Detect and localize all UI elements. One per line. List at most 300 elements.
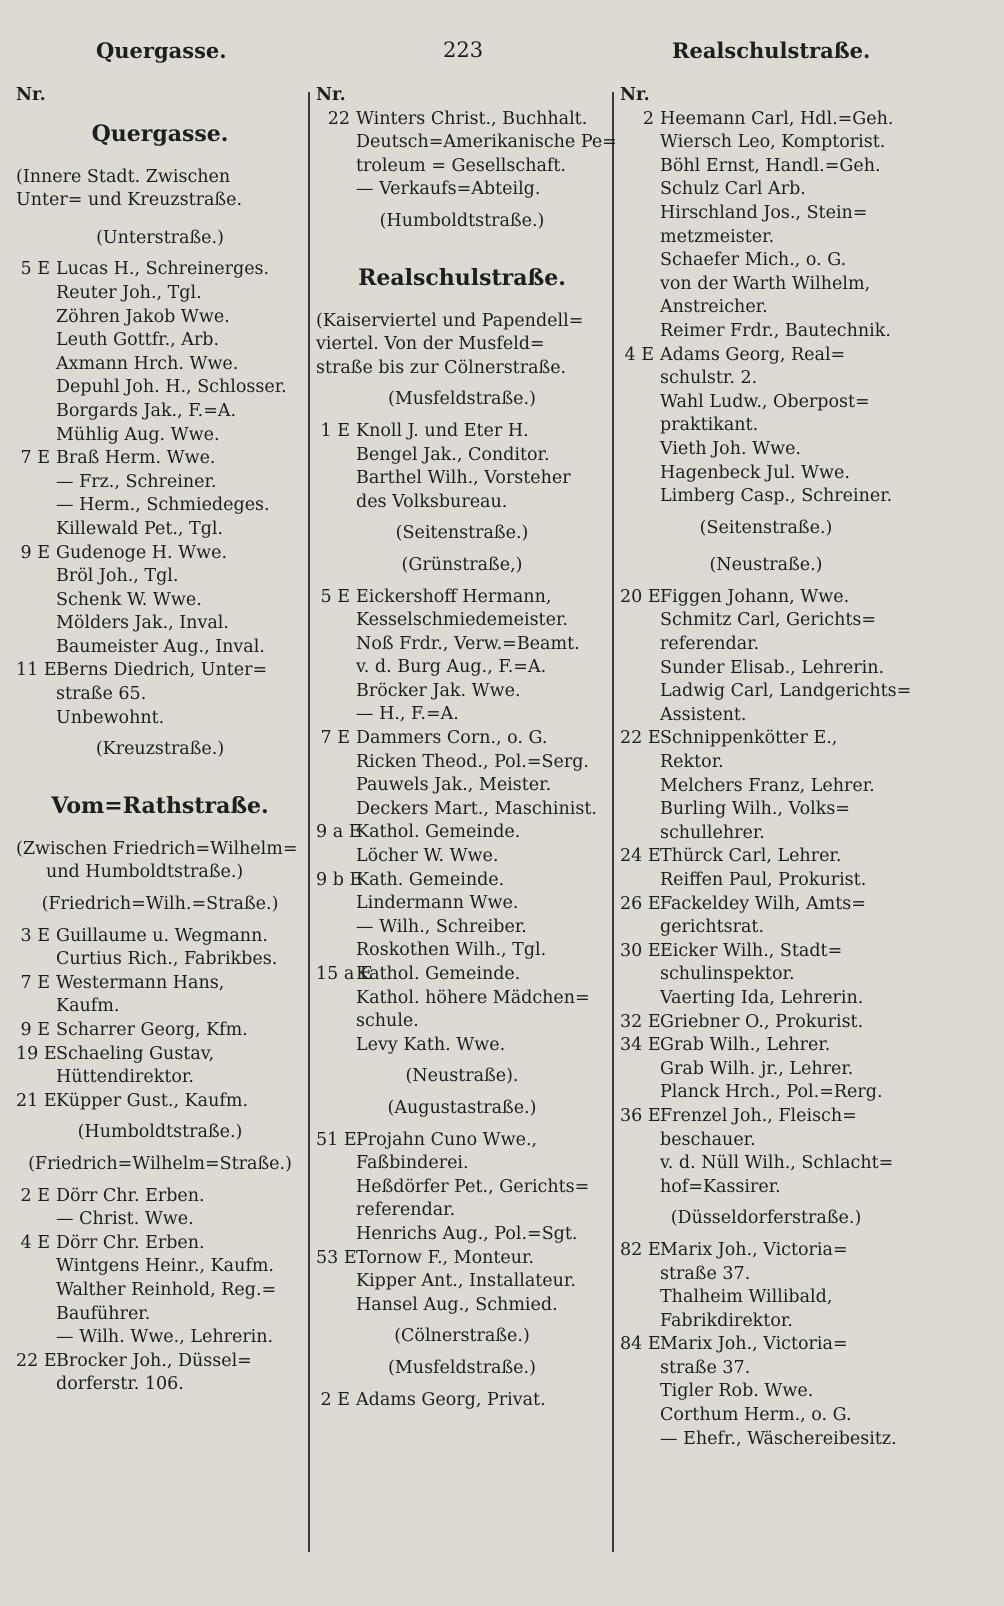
- entry-text: Ricken Theod., Pol.=Serg.: [356, 751, 589, 772]
- entry-text: Bengel Jak., Conditor.: [356, 444, 550, 465]
- directory-entry: [16, 707, 304, 731]
- entry-text: Reimer Frdr., Bautechnik.: [660, 320, 891, 341]
- directory-entry: [620, 633, 912, 657]
- directory-entry: [620, 1333, 912, 1357]
- directory-entry: [620, 155, 912, 179]
- street-description: (Innere Stadt. Zwischen: [16, 166, 231, 187]
- directory-entry: [620, 1058, 912, 1082]
- directory-entry: [16, 565, 304, 589]
- directory-entry: [316, 1389, 608, 1413]
- entry-text: Kipper Ant., Installateur.: [356, 1271, 576, 1292]
- cross-street: (Friedrich=Wilhelm=Straße.): [28, 1153, 292, 1174]
- entry-text: Fackeldey Wilh, Amts=: [660, 893, 866, 914]
- entry-text: — Ehefr., Wäschereibesitz.: [660, 1428, 897, 1449]
- cross-street: (Augustastraße.): [387, 1097, 537, 1118]
- entry-text: schulinspektor.: [660, 964, 795, 985]
- directory-entry: [16, 995, 304, 1019]
- entry-text: Roskothen Wilh., Tgl.: [356, 940, 547, 961]
- directory-entry: [16, 589, 304, 613]
- entry-text: Schulz Carl Arb.: [660, 179, 806, 200]
- directory-entry: [620, 893, 912, 917]
- directory-entry: [16, 1019, 304, 1043]
- directory-entry: [316, 491, 608, 515]
- house-number: 4 E: [20, 1232, 50, 1253]
- entry-text: hof=Kassirer.: [660, 1176, 781, 1197]
- entry-text: schullehrer.: [660, 822, 765, 843]
- entry-text: Dörr Chr. Erben.: [56, 1185, 205, 1206]
- entry-text: Fabrikdirektor.: [660, 1310, 793, 1331]
- directory-entry: [620, 1428, 912, 1452]
- entry-text: — Verkaufs=Abteilg.: [356, 179, 541, 200]
- entry-text: Hirschland Jos., Stein=: [660, 202, 868, 223]
- entry-text: Axmann Hrch. Wwe.: [56, 353, 239, 374]
- entry-text: Kathol. Gemeinde.: [356, 822, 521, 843]
- cross-street: (Seitenstraße.): [699, 517, 833, 538]
- directory-entry: [620, 1380, 912, 1404]
- entry-text: Schmitz Carl, Gerichts=: [660, 610, 877, 631]
- entry-text: Bröcker Jak. Wwe.: [356, 680, 521, 701]
- directory-entry: [620, 1129, 912, 1153]
- entry-text: Bröl Joh., Tgl.: [56, 566, 179, 587]
- directory-entry: [16, 1279, 304, 1303]
- entry-text: Grab Wilh., Lehrer.: [660, 1035, 831, 1056]
- directory-entry: [620, 1152, 912, 1176]
- column-2: [316, 84, 617, 1412]
- directory-entry: [16, 542, 304, 566]
- directory-entry: [316, 131, 617, 155]
- directory-entry: [620, 586, 912, 610]
- nr-heading: Nr.: [16, 85, 46, 105]
- entry-text: Lindermann Wwe.: [356, 893, 519, 914]
- entry-text: Vieth Joh. Wwe.: [660, 438, 801, 459]
- entry-text: Kaufm.: [56, 996, 120, 1017]
- directory-entry: [16, 1232, 304, 1256]
- entry-text: Bauführer.: [56, 1303, 151, 1324]
- entry-text: Dörr Chr. Erben.: [56, 1232, 205, 1253]
- directory-entry: [16, 1350, 304, 1374]
- directory-entry: [316, 821, 608, 845]
- directory-entry: [16, 925, 304, 949]
- entry-text: Faßbinderei.: [356, 1153, 469, 1174]
- entry-text: Curtius Rich., Fabrikbes.: [56, 949, 278, 970]
- entry-text: Planck Hrch., Pol.=Rerg.: [660, 1082, 883, 1103]
- entry-text: Kathol. höhere Mädchen=: [356, 987, 590, 1008]
- directory-entry: [316, 963, 608, 987]
- entry-text: schule.: [356, 1011, 419, 1032]
- directory-entry: [16, 400, 304, 424]
- entry-text: Ladwig Carl, Landgerichts=: [660, 681, 912, 702]
- house-number: 5 E: [20, 259, 50, 280]
- directory-entry: [620, 344, 912, 368]
- entry-text: Levy Kath. Wwe.: [356, 1034, 506, 1055]
- entry-text: Schnippenkötter E.,: [660, 728, 838, 749]
- directory-entry: [620, 657, 912, 681]
- house-number: 24 E: [620, 846, 661, 867]
- house-number: 2 E: [20, 1185, 50, 1206]
- directory-entry: [620, 1011, 912, 1035]
- entry-text: — Christ. Wwe.: [56, 1209, 194, 1230]
- entry-text: Heßdörfer Pet., Gerichts=: [356, 1176, 590, 1197]
- directory-entry: [316, 798, 608, 822]
- directory-entry: [16, 1255, 304, 1279]
- entry-text: Mölders Jak., Inval.: [56, 613, 229, 634]
- house-number: 9 b E: [316, 869, 363, 890]
- entry-text: v. d. Nüll Wilh., Schlacht=: [660, 1153, 894, 1174]
- entry-text: straße 65.: [56, 684, 147, 705]
- entry-text: Wiersch Leo, Komptorist.: [660, 132, 886, 153]
- entry-text: Eickershoff Hermann,: [356, 586, 552, 607]
- entry-text: Tigler Rob. Wwe.: [660, 1381, 814, 1402]
- directory-entry: [620, 1176, 912, 1200]
- entry-text: Westermann Hans,: [56, 972, 225, 993]
- directory-entry: [620, 1239, 912, 1263]
- entry-text: Scharrer Georg, Kfm.: [56, 1020, 248, 1040]
- entry-text: straße 37.: [660, 1357, 751, 1378]
- entry-text: Pauwels Jak., Meister.: [356, 775, 552, 796]
- entry-text: Zöhren Jakob Wwe.: [56, 306, 230, 327]
- entry-text: Tornow F., Monteur.: [356, 1247, 535, 1268]
- entry-text: Corthum Herm., o. G.: [660, 1405, 852, 1426]
- column-rule-1: [308, 92, 310, 1552]
- street-description: Unter= und Kreuzstraße.: [16, 190, 243, 211]
- directory-entry: [16, 1326, 304, 1350]
- directory-entry: [316, 609, 608, 633]
- directory-entry: [16, 972, 304, 996]
- nr-heading: Nr.: [620, 85, 650, 105]
- directory-entry: [620, 704, 912, 728]
- entry-text: Wahl Ludw., Oberpost=: [660, 391, 870, 412]
- cross-street: (Musfeldstraße.): [388, 1357, 536, 1378]
- entry-text: Guillaume u. Wegmann.: [56, 925, 268, 946]
- column-rule-2: [612, 92, 614, 1552]
- entry-text: straße 37.: [660, 1263, 751, 1284]
- house-number: 22 E: [620, 728, 661, 749]
- entry-text: Dammers Corn., o. G.: [356, 728, 548, 749]
- directory-entry: [316, 703, 608, 727]
- directory-entry: [316, 633, 608, 657]
- directory-entry: [316, 916, 608, 940]
- entry-text: Schaefer Mich., o. G.: [660, 250, 847, 271]
- cross-street: (Musfeldstraße.): [388, 389, 536, 410]
- entry-text: Wintgens Heinr., Kaufm.: [56, 1256, 274, 1277]
- directory-entry: [620, 367, 912, 391]
- directory-entry: [16, 683, 304, 707]
- directory-entry: [316, 680, 608, 704]
- entry-text: Henrichs Aug., Pol.=Sgt.: [356, 1223, 578, 1244]
- directory-entry: [620, 414, 912, 438]
- entry-text: Leuth Gottfr., Arb.: [56, 330, 220, 351]
- entry-text: — H., F.=A.: [356, 704, 459, 725]
- directory-entry: [316, 444, 608, 468]
- house-number: 3 E: [20, 925, 50, 946]
- directory-entry: [316, 1010, 608, 1034]
- page-header: [0, 38, 1004, 78]
- directory-entry: [316, 1034, 608, 1058]
- directory-entry: [316, 467, 608, 491]
- entry-text: gerichtsrat.: [660, 917, 765, 938]
- entry-text: Adams Georg, Real=: [660, 344, 846, 365]
- entry-text: Schaeling Gustav,: [56, 1043, 215, 1064]
- street-title-quergasse: Quergasse.: [91, 120, 229, 147]
- cross-street: (Neustraße).: [405, 1066, 519, 1087]
- entry-text: referendar.: [356, 1200, 456, 1221]
- directory-entry: [316, 1152, 608, 1176]
- street-title-realschulstrasse: Realschulstraße.: [358, 264, 566, 291]
- directory-entry: [620, 940, 912, 964]
- directory-entry: [316, 155, 608, 179]
- directory-entry: [16, 329, 304, 353]
- entry-text: Baumeister Aug., Inval.: [56, 636, 265, 657]
- directory-entry: [620, 273, 912, 297]
- house-number: 21 E: [16, 1090, 57, 1111]
- directory-entry: [316, 1223, 608, 1247]
- house-number: 34 E: [620, 1035, 661, 1056]
- entry-text: Gudenoge H. Wwe.: [56, 542, 228, 563]
- house-number: 4 E: [624, 344, 654, 365]
- header-left-street: Quergasse.: [96, 38, 227, 63]
- entry-text: Vaerting Ida, Lehrerin.: [660, 987, 864, 1008]
- directory-entry: [316, 420, 608, 444]
- cross-street: (Friedrich=Wilh.=Straße.): [41, 894, 279, 915]
- entry-text: Thalheim Willibald,: [660, 1287, 833, 1308]
- directory-entry: [16, 494, 304, 518]
- column-1: [16, 84, 304, 1397]
- house-number: 53 E: [316, 1247, 357, 1268]
- entry-text: Unbewohnt.: [56, 707, 165, 728]
- entry-text: Depuhl Joh. H., Schlosser.: [56, 377, 287, 398]
- entry-text: schulstr. 2.: [660, 368, 758, 389]
- entry-text: Mühlig Aug. Wwe.: [56, 424, 220, 445]
- directory-entry: [620, 822, 912, 846]
- cross-street: (Kreuzstraße.): [95, 739, 225, 760]
- entry-text: Hüttendirektor.: [56, 1067, 194, 1088]
- directory-entry: [620, 798, 912, 822]
- directory-entry: [16, 659, 304, 683]
- cross-street: (Seitenstraße.): [395, 523, 529, 544]
- directory-entry: [620, 775, 912, 799]
- entry-text: Marix Joh., Victoria=: [660, 1239, 848, 1260]
- street-description: (Kaiserviertel und Papendell=: [316, 310, 584, 331]
- entry-text: Berns Diedrich, Unter=: [56, 660, 268, 681]
- street-description: viertel. Von der Musfeld=: [316, 334, 545, 355]
- header-right-street: Realschulstraße.: [672, 38, 871, 63]
- directory-entry: [16, 471, 304, 495]
- directory-entry: [16, 1043, 304, 1067]
- directory-entry: [316, 1129, 608, 1153]
- directory-entry: [620, 320, 912, 344]
- street-description: und Humboldtstraße.): [46, 862, 244, 883]
- house-number: 5 E: [320, 586, 350, 607]
- house-number: 36 E: [620, 1105, 661, 1126]
- entry-text: Grab Wilh. jr., Lehrer.: [660, 1058, 854, 1079]
- entry-text: Heemann Carl, Hdl.=Geh.: [660, 108, 894, 129]
- directory-entry: [316, 1176, 608, 1200]
- entry-text: — Wilh., Schreiber.: [356, 916, 527, 937]
- entry-text: Kesselschmiedemeister.: [356, 610, 568, 631]
- cross-street: (Düsseldorferstraße.): [670, 1208, 862, 1229]
- directory-entry: [620, 438, 912, 462]
- house-number: 7 E: [20, 972, 50, 993]
- directory-entry: [316, 108, 608, 132]
- street-description: straße bis zur Cölnerstraße.: [316, 357, 567, 378]
- directory-entry: [620, 202, 912, 226]
- cross-street: (Grünstraße,): [401, 554, 523, 575]
- directory-entry: [316, 751, 608, 775]
- entry-text: Löcher W. Wwe.: [356, 846, 499, 867]
- directory-entry: [316, 178, 608, 202]
- entry-text: — Wilh. Wwe., Lehrerin.: [56, 1327, 274, 1348]
- house-number: 19 E: [16, 1043, 57, 1064]
- cross-street: (Humboldtstraße.): [379, 210, 545, 231]
- directory-entry: [316, 1270, 608, 1294]
- directory-entry: [620, 1404, 912, 1428]
- directory-entry: [316, 845, 608, 869]
- cross-street: (Humboldtstraße.): [77, 1122, 243, 1143]
- entry-text: Böhl Ernst, Handl.=Geh.: [660, 155, 881, 176]
- house-number: 30 E: [620, 940, 661, 961]
- directory-entry: [16, 282, 304, 306]
- directory-entry: [620, 869, 912, 893]
- directory-entry: [620, 1105, 912, 1129]
- house-number: 84 E: [620, 1334, 661, 1355]
- house-number: 9 E: [20, 1020, 50, 1040]
- street-title-vom-rathstrasse: Vom=Rathstraße.: [51, 792, 269, 819]
- directory-entry: [316, 1247, 608, 1271]
- entry-text: Burling Wilh., Volks=: [660, 799, 850, 820]
- directory-entry: [16, 424, 304, 448]
- entry-text: Schenk W. Wwe.: [56, 589, 202, 610]
- entry-text: referendar.: [660, 634, 760, 655]
- directory-entry: [16, 636, 304, 660]
- house-number: 2 E: [320, 1389, 350, 1410]
- entry-text: Hansel Aug., Schmied.: [356, 1294, 558, 1315]
- house-number: 82 E: [620, 1239, 661, 1260]
- directory-entry: [620, 916, 912, 940]
- directory-entry: [620, 485, 912, 509]
- directory-entry: [620, 462, 912, 486]
- entry-text: Eicker Wilh., Stadt=: [660, 940, 843, 961]
- house-number: 32 E: [620, 1011, 661, 1032]
- entry-text: Knoll J. und Eter H.: [356, 420, 529, 441]
- entry-text: Deckers Mart., Maschinist.: [356, 798, 597, 819]
- directory-entry: [620, 1286, 912, 1310]
- entry-text: Killewald Pet., Tgl.: [56, 518, 224, 539]
- page-number: 223: [443, 38, 484, 62]
- directory-entry: [620, 845, 912, 869]
- directory-entry: [316, 656, 608, 680]
- directory-entry: [16, 306, 304, 330]
- directory-entry: [620, 131, 912, 155]
- directory-entry: [620, 249, 912, 273]
- house-number: 9 a E: [316, 822, 362, 843]
- entry-text: Brocker Joh., Düssel=: [56, 1350, 252, 1371]
- house-number: 22 E: [16, 1350, 57, 1371]
- house-number: 15 a E: [316, 964, 373, 984]
- directory-entry: [316, 1199, 608, 1223]
- directory-entry: [16, 1303, 304, 1327]
- directory-entry: [620, 727, 912, 751]
- entry-text: Reiffen Paul, Prokurist.: [660, 870, 867, 890]
- entry-text: Hagenbeck Jul. Wwe.: [660, 462, 850, 483]
- directory-entry: [16, 1373, 304, 1397]
- entry-text: Kathol. Gemeinde.: [356, 964, 521, 984]
- entry-text: Küpper Gust., Kaufm.: [56, 1090, 249, 1111]
- directory-entry: [620, 680, 912, 704]
- entry-text: — Frz., Schreiner.: [56, 471, 217, 492]
- house-number: 20 E: [620, 586, 661, 607]
- directory-entry: [316, 727, 608, 751]
- entry-text: praktikant.: [660, 415, 759, 436]
- directory-entry: [620, 391, 912, 415]
- directory-entry: [16, 1090, 304, 1114]
- directory-entry: [620, 108, 912, 132]
- entry-text: Lucas H., Schreinerges.: [56, 259, 270, 280]
- directory-entry: [16, 1208, 304, 1232]
- entry-text: Melchers Franz, Lehrer.: [660, 775, 875, 796]
- entry-text: Barthel Wilh., Vorsteher: [356, 468, 571, 489]
- directory-entry: [16, 258, 304, 282]
- directory-entry: [16, 376, 304, 400]
- entry-text: metzmeister.: [660, 226, 775, 247]
- entry-text: des Volksbureau.: [356, 491, 508, 512]
- directory-entry: [16, 353, 304, 377]
- entry-text: Deutsch=Amerikanische Pe=: [356, 132, 617, 153]
- directory-entry: [620, 987, 912, 1011]
- entry-text: Winters Christ., Buchhalt.: [356, 108, 588, 129]
- directory-entry: [16, 1185, 304, 1209]
- house-number: 26 E: [620, 893, 661, 914]
- column-3: [620, 84, 912, 1451]
- directory-entry: [620, 296, 912, 320]
- directory-entry: [16, 447, 304, 471]
- directory-entry: [316, 892, 608, 916]
- entry-text: Limberg Casp., Schreiner.: [660, 486, 893, 507]
- directory-entry: [620, 1263, 912, 1287]
- entry-text: Assistent.: [660, 704, 747, 725]
- cross-street: (Neustraße.): [709, 555, 823, 576]
- entry-text: Adams Georg, Privat.: [356, 1389, 546, 1410]
- house-number: 11 E: [16, 660, 57, 681]
- house-number: 7 E: [320, 728, 350, 749]
- directory-entry: [16, 612, 304, 636]
- entry-text: troleum = Gesellschaft.: [356, 155, 566, 176]
- entry-text: Walther Reinhold, Reg.=: [56, 1279, 277, 1300]
- directory-entry: [316, 939, 608, 963]
- directory-entry: [620, 1034, 912, 1058]
- entry-text: — Herm., Schmiedeges.: [56, 495, 270, 516]
- entry-text: Marix Joh., Victoria=: [660, 1334, 848, 1355]
- cross-street: (Unterstraße.): [96, 227, 224, 248]
- cross-street: (Cölnerstraße.): [394, 1326, 530, 1347]
- entry-text: Noß Frdr., Verw.=Beamt.: [356, 633, 580, 654]
- entry-text: beschauer.: [660, 1129, 756, 1150]
- house-number: 22: [327, 108, 350, 129]
- directory-entry: [16, 1066, 304, 1090]
- directory-entry: [620, 1357, 912, 1381]
- directory-entry: [16, 518, 304, 542]
- house-number: 51 E: [316, 1129, 357, 1150]
- entry-text: Rektor.: [660, 752, 724, 773]
- directory-entry: [620, 609, 912, 633]
- directory-entry: [620, 1310, 912, 1334]
- entry-text: Frenzel Joh., Fleisch=: [660, 1105, 857, 1126]
- street-description: (Zwischen Friedrich=Wilhelm=: [16, 838, 298, 859]
- directory-entry: [620, 226, 912, 250]
- directory-entry: [620, 178, 912, 202]
- entry-text: Figgen Johann, Wwe.: [660, 586, 850, 607]
- entry-text: Anstreicher.: [660, 297, 768, 318]
- entry-text: Braß Herm. Wwe.: [56, 448, 216, 469]
